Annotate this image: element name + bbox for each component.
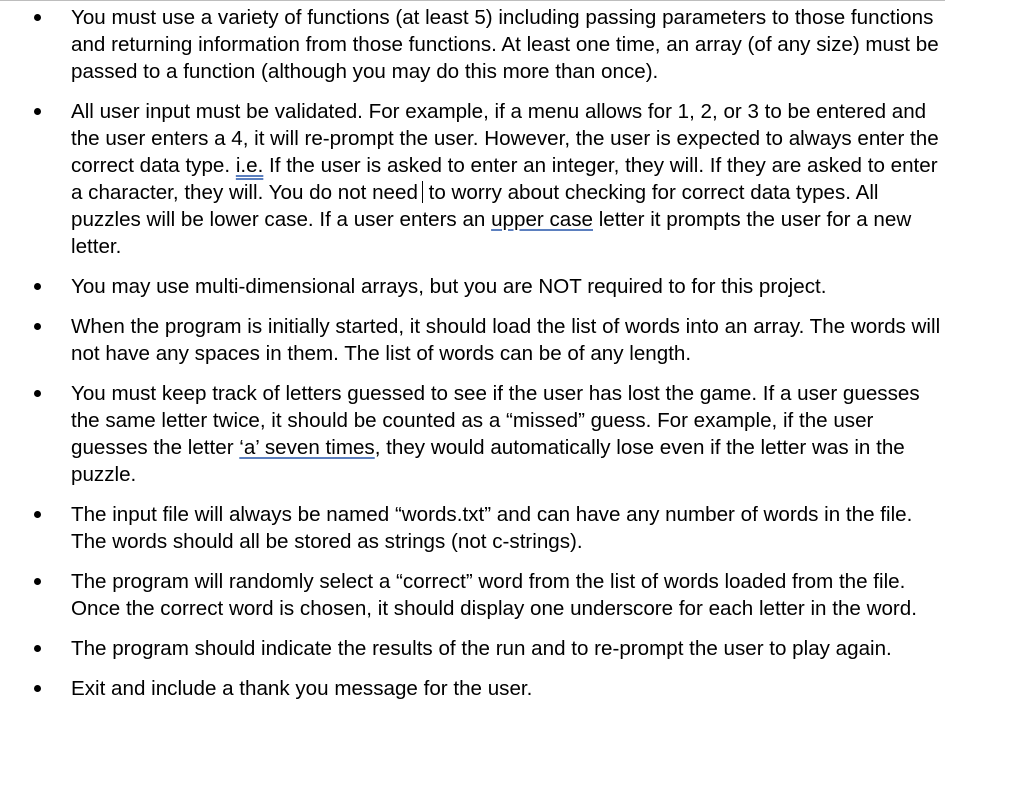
text-run: , they would automatically lose even if the letter was in the puzzle. [71,436,905,486]
bullet-item [0,4,951,85]
text-run: You must keep track of letters guessed to see if the user has lost the game. If a user guesses the same letter twice, it should be counted as a “missed” guess. For example, if the user guesses the letter [71,382,920,459]
text-run: The input file will always be named “words.txt” and can have any number of words in the file. The words should all be stored as strings (not c-strings). [71,503,913,553]
bullet-dot-icon [34,323,41,330]
bullet-dot-icon [34,283,41,290]
bullet-text[interactable] [71,570,917,620]
bullet-text[interactable] [71,6,939,83]
bullet-dot-icon [34,578,41,585]
bullet-text[interactable] [71,100,939,258]
bullet-item [0,568,951,622]
bullet-item [0,98,951,260]
text-run: You must use a variety of functions (at least 5) including passing parameters to those functions and returning information from those functions. At least one time, an array (of any size) must be passed to a function (although you may do this more than once). [71,6,939,83]
bullet-item [0,635,951,662]
page-top-divider [0,0,945,1]
bullet-text[interactable] [71,503,912,553]
bullet-item [0,313,951,367]
text-run: letter it prompts the user for a new letter. [71,208,912,258]
bullet-item [0,675,951,702]
bullet-item [0,273,951,300]
text-run: to worry about checking for correct data types. All puzzles will be lower case. If a user enters an [71,181,879,231]
text-run: All user input must be validated. For example, if a menu allows for 1, 2, or 3 to be entered and the user enters a 4, it will re-prompt the user. However, the user is expected to always enter the correct data type. [71,100,939,177]
bullet-dot-icon [34,511,41,518]
bullet-text[interactable] [71,382,920,486]
bullet-dot-icon [34,390,41,397]
bullet-dot-icon [34,685,41,692]
text-run: When the program is initially started, it should load the list of words into an array. The words will not have any spaces in them. The list of words can be of any length. [71,315,941,365]
bullet-text[interactable] [71,315,940,365]
spelling-flagged-text[interactable]: upper case [491,208,593,231]
bullet-dot-icon [34,645,41,652]
bullet-item [0,501,951,555]
document-body[interactable] [0,4,1024,715]
bullet-text[interactable] [71,275,826,298]
text-run: Exit and include a thank you message for the user. [71,677,533,700]
bullet-dot-icon [34,14,41,21]
text-run: If the user is asked to enter an integer, they will. If they are asked to enter a character, they will. You do not need [71,154,938,204]
spelling-flagged-text[interactable]: ‘a’ seven times [239,436,375,459]
text-run: The program will randomly select a “correct” word from the list of words loaded from the file. Once the correct word is chosen, it should display one underscore for each letter in the word. [71,570,917,620]
grammar-flagged-text[interactable]: i.e. [235,154,264,177]
bullet-dot-icon [34,108,41,115]
bullet-text[interactable] [71,677,532,700]
bullet-item [0,380,951,488]
text-run: The program should indicate the results of the run and to re-prompt the user to play again. [71,637,892,660]
text-run: You may use multi-dimensional arrays, but you are NOT required to for this project. [71,275,827,298]
bullet-text[interactable] [71,637,892,660]
requirements-list [0,4,1024,702]
